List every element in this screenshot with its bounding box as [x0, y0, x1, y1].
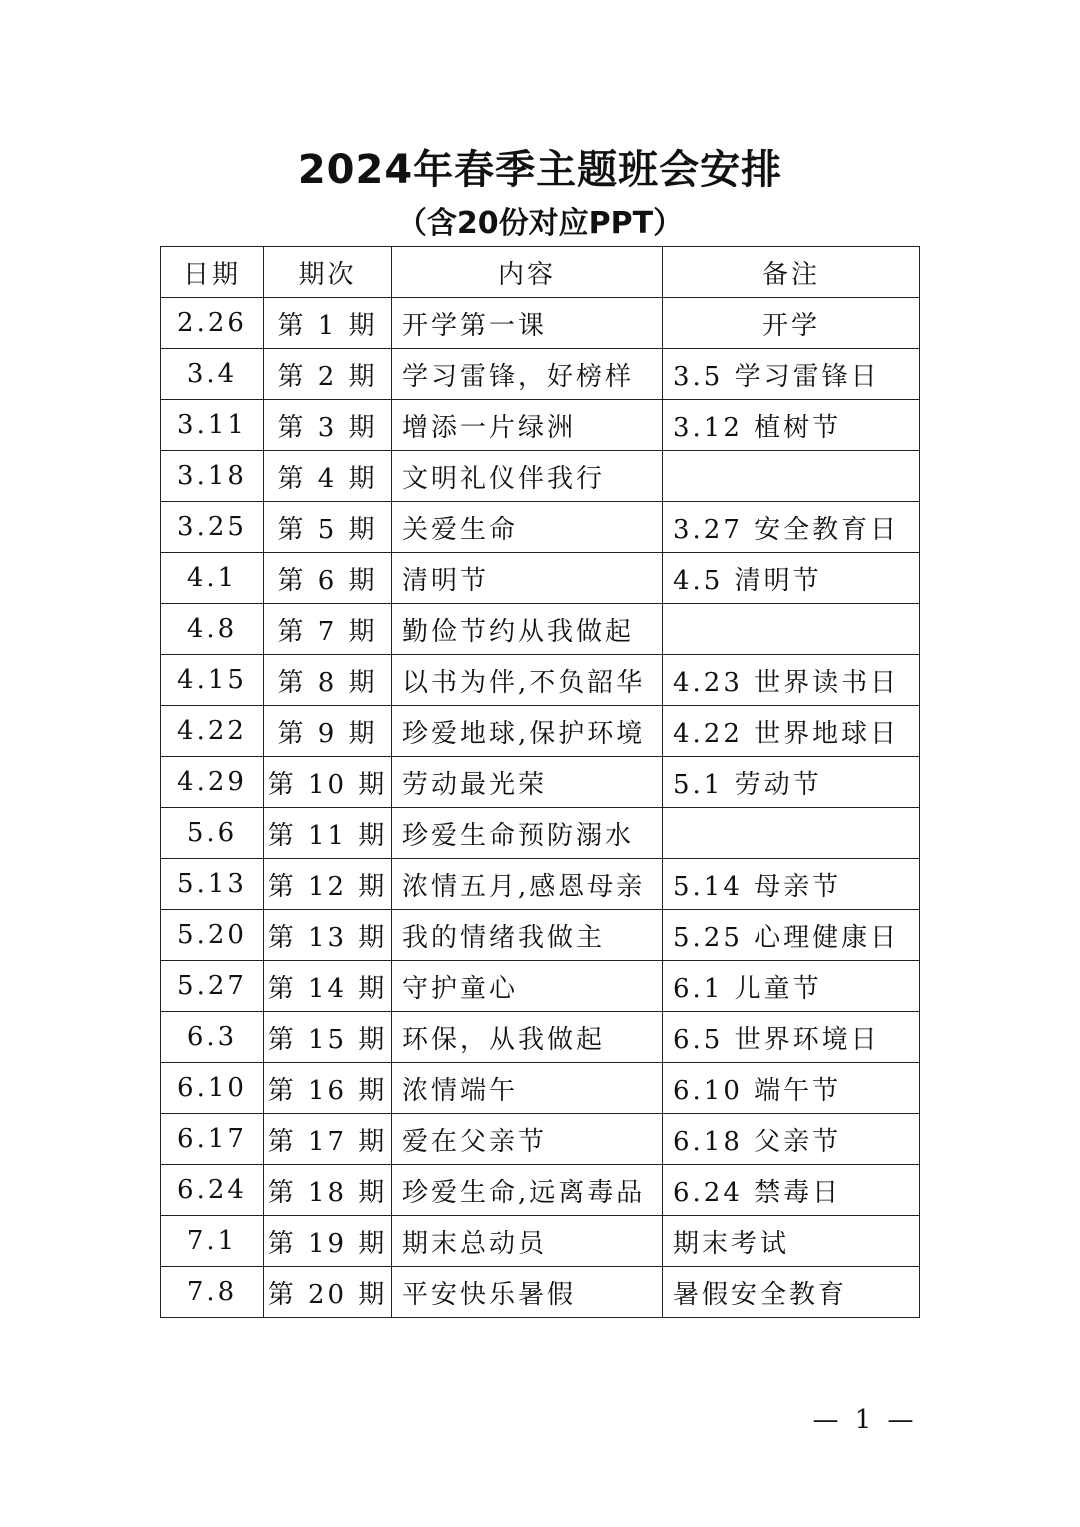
- cell-date: 4.29: [161, 757, 264, 808]
- cell-issue: 第 9 期: [264, 706, 392, 757]
- cell-note: 3.12 植树节: [663, 400, 920, 451]
- cell-note: 6.18 父亲节: [663, 1114, 920, 1165]
- table-body: [161, 298, 920, 1318]
- cell-note: 3.27 安全教育日: [663, 502, 920, 553]
- cell-date: 2.26: [161, 298, 264, 349]
- table-row: [161, 655, 920, 706]
- cell-date: 4.15: [161, 655, 264, 706]
- cell-date: 5.27: [161, 961, 264, 1012]
- cell-note: 5.25 心理健康日: [663, 910, 920, 961]
- cell-content: 平安快乐暑假: [392, 1267, 663, 1318]
- cell-issue: 第 8 期: [264, 655, 392, 706]
- table-row: [161, 1267, 920, 1318]
- cell-issue: 第 16 期: [264, 1063, 392, 1114]
- cell-issue: 第 11 期: [264, 808, 392, 859]
- cell-date: 4.1: [161, 553, 264, 604]
- table-header-row: [161, 247, 920, 298]
- cell-issue: 第 4 期: [264, 451, 392, 502]
- table-row: [161, 1012, 920, 1063]
- table-row: [161, 1216, 920, 1267]
- cell-date: 6.3: [161, 1012, 264, 1063]
- cell-date: 5.13: [161, 859, 264, 910]
- table-row: [161, 298, 920, 349]
- cell-note: 6.5 世界环境日: [663, 1012, 920, 1063]
- table-row: [161, 400, 920, 451]
- cell-content: 以书为伴,不负韶华: [392, 655, 663, 706]
- cell-date: 7.8: [161, 1267, 264, 1318]
- cell-content: 环保，从我做起: [392, 1012, 663, 1063]
- cell-content: 浓情五月,感恩母亲: [392, 859, 663, 910]
- table-row: [161, 451, 920, 502]
- cell-note: 6.24 禁毒日: [663, 1165, 920, 1216]
- cell-note: 暑假安全教育: [663, 1267, 920, 1318]
- cell-note: 6.10 端午节: [663, 1063, 920, 1114]
- table-row: [161, 910, 920, 961]
- cell-issue: 第 12 期: [264, 859, 392, 910]
- cell-issue: 第 3 期: [264, 400, 392, 451]
- cell-issue: 第 7 期: [264, 604, 392, 655]
- cell-content: 关爱生命: [392, 502, 663, 553]
- cell-issue: 第 13 期: [264, 910, 392, 961]
- cell-note: 4.5 清明节: [663, 553, 920, 604]
- table-row: [161, 553, 920, 604]
- cell-note: 期末考试: [663, 1216, 920, 1267]
- cell-content: 珍爱生命预防溺水: [392, 808, 663, 859]
- header-content: 内容: [392, 247, 663, 298]
- cell-content: 劳动最光荣: [392, 757, 663, 808]
- cell-content: 爱在父亲节: [392, 1114, 663, 1165]
- cell-note: 6.1 儿童节: [663, 961, 920, 1012]
- table-row: [161, 502, 920, 553]
- cell-content: 期末总动员: [392, 1216, 663, 1267]
- cell-content: 清明节: [392, 553, 663, 604]
- table-row: [161, 604, 920, 655]
- cell-issue: 第 1 期: [264, 298, 392, 349]
- cell-content: 浓情端午: [392, 1063, 663, 1114]
- table-row: [161, 1165, 920, 1216]
- header-issue: 期次: [264, 247, 392, 298]
- cell-note: 3.5 学习雷锋日: [663, 349, 920, 400]
- cell-note: [663, 451, 920, 502]
- table-row: [161, 1063, 920, 1114]
- document-title: 2024年春季主题班会安排: [297, 147, 783, 193]
- cell-date: 7.1: [161, 1216, 264, 1267]
- cell-issue: 第 2 期: [264, 349, 392, 400]
- cell-date: 4.22: [161, 706, 264, 757]
- document-subtitle: （含20份对应PPT）: [396, 206, 684, 241]
- cell-content: 珍爱地球,保护环境: [392, 706, 663, 757]
- cell-note: 5.14 母亲节: [663, 859, 920, 910]
- cell-issue: 第 6 期: [264, 553, 392, 604]
- table-row: [161, 859, 920, 910]
- cell-date: 6.24: [161, 1165, 264, 1216]
- cell-content: 增添一片绿洲: [392, 400, 663, 451]
- table-row: [161, 1114, 920, 1165]
- cell-note: 开学: [663, 298, 920, 349]
- cell-date: 3.4: [161, 349, 264, 400]
- table-row: [161, 961, 920, 1012]
- header-note: 备注: [663, 247, 920, 298]
- cell-content: 文明礼仪伴我行: [392, 451, 663, 502]
- cell-issue: 第 15 期: [264, 1012, 392, 1063]
- table-row: [161, 706, 920, 757]
- cell-date: 3.25: [161, 502, 264, 553]
- cell-note: 5.1 劳动节: [663, 757, 920, 808]
- cell-content: 我的情绪我做主: [392, 910, 663, 961]
- cell-issue: 第 5 期: [264, 502, 392, 553]
- table-row: [161, 757, 920, 808]
- cell-issue: 第 10 期: [264, 757, 392, 808]
- cell-note: 4.22 世界地球日: [663, 706, 920, 757]
- cell-content: 守护童心: [392, 961, 663, 1012]
- cell-issue: 第 20 期: [264, 1267, 392, 1318]
- cell-date: 6.10: [161, 1063, 264, 1114]
- cell-issue: 第 14 期: [264, 961, 392, 1012]
- table-row: [161, 808, 920, 859]
- page-number: — 1 —: [812, 1405, 918, 1435]
- cell-issue: 第 19 期: [264, 1216, 392, 1267]
- cell-date: 3.11: [161, 400, 264, 451]
- header-date: 日期: [161, 247, 264, 298]
- cell-issue: 第 17 期: [264, 1114, 392, 1165]
- cell-content: 学习雷锋，好榜样: [392, 349, 663, 400]
- cell-date: 5.6: [161, 808, 264, 859]
- cell-content: 勤俭节约从我做起: [392, 604, 663, 655]
- cell-issue: 第 18 期: [264, 1165, 392, 1216]
- cell-date: 4.8: [161, 604, 264, 655]
- cell-date: 3.18: [161, 451, 264, 502]
- table-row: [161, 349, 920, 400]
- schedule-table: [160, 246, 920, 1318]
- cell-date: 5.20: [161, 910, 264, 961]
- cell-content: 珍爱生命,远离毒品: [392, 1165, 663, 1216]
- cell-content: 开学第一课: [392, 298, 663, 349]
- cell-date: 6.17: [161, 1114, 264, 1165]
- cell-note: 4.23 世界读书日: [663, 655, 920, 706]
- cell-note: [663, 808, 920, 859]
- cell-note: [663, 604, 920, 655]
